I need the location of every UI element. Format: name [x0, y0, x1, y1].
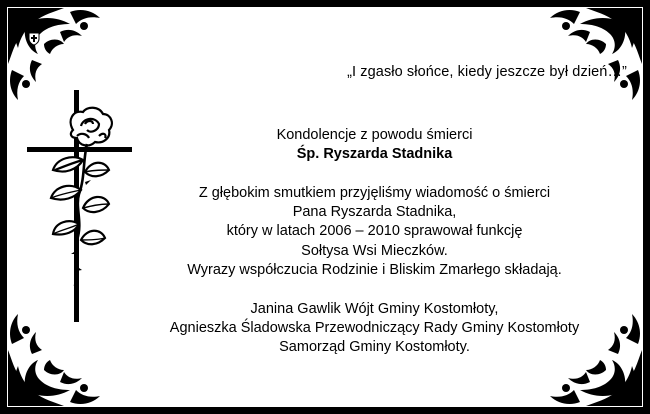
coat-of-arms-icon [27, 32, 41, 46]
spacer [147, 165, 602, 184]
message-line: Pana Ryszarda Stadnika, [292, 204, 457, 221]
message-line: Wyrazy współczucia Rodzinie i Bliskim Zmarłego składają. [187, 262, 562, 279]
corner-ornament-top-right-icon [536, 4, 646, 114]
memorial-quote: „I zgasło słońce, kiedy jeszcze był dzień…” [347, 64, 627, 80]
condolence-text [147, 126, 602, 358]
message-line: Z głębokim smutkiem przyjęliśmy wiadomość o śmierci [198, 184, 551, 201]
cross-with-rose-icon [25, 90, 140, 326]
signatory-line: Samorząd Gminy Kostomłoty. [279, 339, 470, 356]
signatory-line: Agnieszka Śladowska Przewodniczący Rady Gminy Kostomłoty [169, 319, 580, 336]
message-line: Sołtysa Wsi Mieczków. [301, 242, 448, 259]
deceased-name: Śp. Ryszarda Stadnika [296, 146, 453, 163]
spacer [147, 280, 602, 299]
heading-line: Kondolencje z powodu śmierci [276, 127, 473, 143]
signatory-line: Janina Gawlik Wójt Gminy Kostomłoty, [250, 300, 499, 317]
message-line: który w latach 2006 – 2010 sprawował funkcję [226, 223, 523, 240]
